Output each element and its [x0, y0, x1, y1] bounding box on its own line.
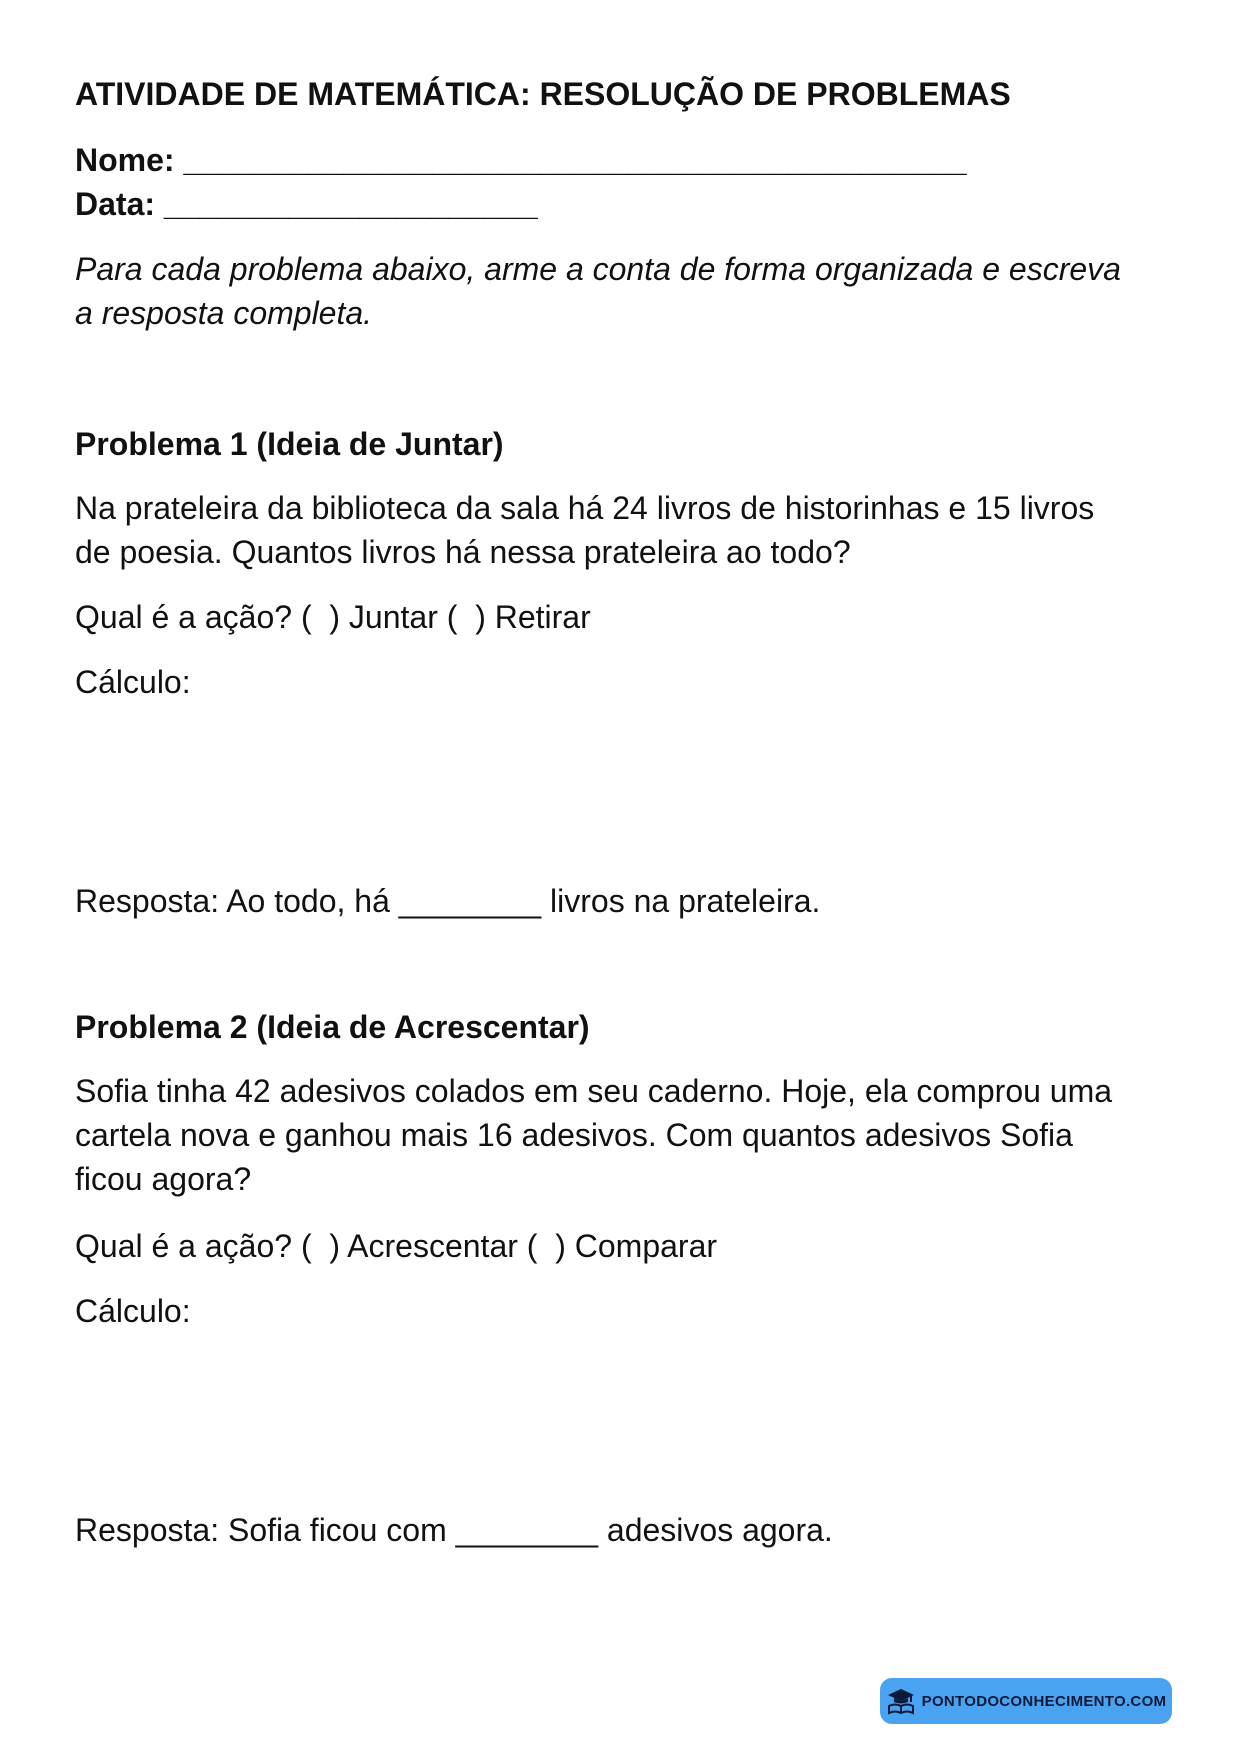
problem-1-text — [75, 486, 1175, 574]
instructions-line-2: a resposta completa. — [75, 295, 373, 331]
problem-2-text-line-3: ficou agora? — [75, 1161, 252, 1197]
page-title: ATIVIDADE DE MATEMÁTICA: RESOLUÇÃO DE PROBLEMAS — [75, 76, 1011, 112]
problem-1-heading: Problema 1 (Ideia de Juntar) — [75, 426, 504, 462]
site-badge-label: PONTODOCONHECIMENTO.COM — [921, 1692, 1167, 1710]
instructions — [75, 247, 1175, 335]
graduation-cap-book-icon — [886, 1687, 916, 1715]
problem-1-text-line-1: Na prateleira da biblioteca da sala há 24 livros de historinhas e 15 livros — [75, 490, 1095, 526]
problem-1-action-question: Qual é a ação? ( ) Juntar ( ) Retirar — [75, 599, 591, 635]
problem-1-text-line-2: de poesia. Quantos livros há nessa prateleira ao todo? — [75, 534, 851, 570]
problem-1-answer: Resposta: Ao todo, há ________ livros na prateleira. — [75, 883, 821, 919]
problem-2-heading: Problema 2 (Ideia de Acrescentar) — [75, 1009, 590, 1045]
problem-2-text-line-2: cartela nova e ganhou mais 16 adesivos. Com quantos adesivos Sofia — [75, 1117, 1073, 1153]
problem-1-calc-label: Cálculo: — [75, 664, 191, 700]
date-field-line: Data: _____________________ — [75, 186, 538, 222]
problem-2-action-question: Qual é a ação? ( ) Acrescentar ( ) Comparar — [75, 1228, 718, 1264]
name-field-line: Nome: ____________________________________________ — [75, 142, 967, 178]
problem-2-text — [75, 1069, 1175, 1201]
problem-2-answer: Resposta: Sofia ficou com ________ adesivos agora. — [75, 1512, 833, 1548]
problem-2-calc-label: Cálculo: — [75, 1293, 191, 1329]
site-badge[interactable] — [880, 1678, 1172, 1724]
problem-2-text-line-1: Sofia tinha 42 adesivos colados em seu caderno. Hoje, ela comprou uma — [75, 1073, 1113, 1109]
instructions-line-1: Para cada problema abaixo, arme a conta de forma organizada e escreva — [75, 251, 1121, 287]
